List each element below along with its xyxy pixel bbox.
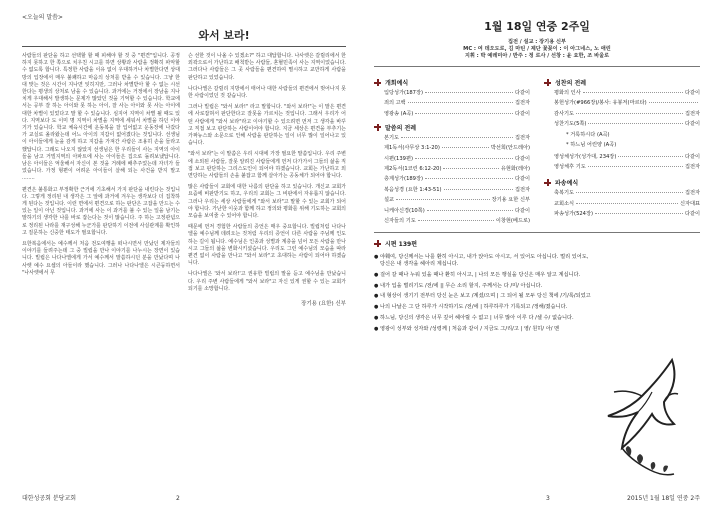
order-row: 설교 장기용 요한 신부 — [384, 197, 530, 204]
cross-icon — [374, 79, 381, 86]
order-row: 축복기도 집전자 — [554, 190, 700, 197]
order-row: 감사기도 집전자 — [554, 110, 700, 117]
psalm-verse: ● 야훼여, 당신께서는 나를 환히 아시고, 내가 앉아도 아시고, 서 있어도 아십니다. 멀리 있어도, 당신은 내 생각을 헤아리 계십니다. — [374, 254, 595, 268]
footer-page-number: 2 — [176, 495, 180, 502]
dove-icon — [594, 352, 692, 482]
order-row: 영성체후 기도 집전자 — [554, 164, 700, 171]
meta-line: 지휘 : 박 예레미아 / 반주 : 정 로사 / 선창 : 윤 요한, 조 바울로 — [464, 53, 610, 59]
sermon-paragraph: 많은 사람들이 교회에 대한 나름의 판단을 하고 있습니다. 개신교 교회가 요즘에 비판받기도 하고, 우리의 교회는 그 비판에서 자유롭지 않습니다. 그러나 우리는 세상 사람들에게 "와서 보라"고 말할 수 있는 교회가 되어야 합니다. 가난한 이웃과 함께 하고 정의와 평화를 위해 기도하는 교회의 모습을 보여줄 수 있어야 합니다. — [188, 184, 346, 220]
order-column-right — [544, 75, 700, 228]
order-subitem: * 하느님 어린양 (A곡) — [566, 141, 617, 148]
order-row: 평화의 인사 다같이 — [554, 90, 700, 96]
title-rule — [22, 46, 346, 47]
cross-icon — [544, 79, 551, 86]
order-row: 시편(139편) 다같이 — [384, 155, 530, 162]
sermon-paragraph: 그러나 빌립은 "와서 보라!" 라고 말합니다. "와서 보라!"는 이 말은 편견에 사로잡혀서 판단한다고 잘못을 가르치는 것입니다. 그래서 우리가 어떤 사람에게 "와서 보라"라고 이야기할 수 있으려면 먼저 그 생각을 바꾸고 직접 보고 판단하는 사람이어야 합니다. 지금 세상은 편견을 부추기는 가짜뉴스와 소문으로 인해 사람을 판단하는 일이 너무 많이 일어나고 있습니다. — [188, 104, 346, 147]
order-row: 입당성가(187장) 다같이 — [384, 90, 530, 96]
section-opening — [374, 78, 530, 87]
sermon-title: 와서 보라! — [198, 29, 250, 42]
service-meta — [374, 39, 700, 60]
psalm-rule — [374, 232, 700, 233]
service-title: 1월 18일 연중 2주일 — [484, 20, 590, 33]
sermon-paragraph: 사람들의 판단을 하고 선택할 할 때 피해야 할 것 중 "편견"입니다. 공정하지 못하고 한 쪽으로 치우친 시고를 하면 상황과 사람을 정확히 파악할 수 없도록 합니다. 특정한 사람을 이유 없이 우대하거나 차별한다면 상대방의 입장에서 매우 불쾌하고 마음의 상처를 받을 수 있습니다. 그냥 한 대 맞는 것은 시간이 지나면 잊히지만, 그러나 차별받아 할 수 없는 시선 한다는 평생의 상처로 남을 수 있습니다. 과거에는 거정에서 장남을 지나치게 우대해서 발생하는 문제가 많았던 것을 기억할 수 있습니다. 학교에서는 공부 잘 하는 아이와 못 하는 아이, 잘 사는 아이와 못 사는 아이에 대한 차별이 있었다고 말 할 수 있습니다. 심지어 지역이 차별 될 때도 있다. 지역보다 도 이미 명 지역이 차별을 지역에 세워서 차별을 하던 이야기가 있습니다. 학교 체육시간에 운동복을 잘 입어없고 운동장에 나갔다가 교실로 올라왔는데 어느 아이의 지갑이 없어졌다는 것입니다. 선생님이 아이들에게 눈을 감게 하고 지갑을 가져간 사람은 조용히 손을 들라고 했답니다. 그래도 나오지 않았지 선생님은 한 우리들이 사는 지역의 아이들을 남고 거빌지역의 아파트에 사는 아이들은 집으로 돌려보냈답니다. 남은 아이들은 억울해서 자신이 본 것을 거례에 배추주었는데 자녀가 들었습니다. 가정 형편이 어려운 아이들이 살해 되는 사건을 받지 말고 ........ — [22, 53, 180, 182]
psalm-text — [374, 254, 700, 332]
psalm-heading — [374, 239, 700, 248]
footer-page-number: 3 — [546, 495, 550, 502]
sermon-paragraph: 슨 선한 것이 나올 수 있겠소?" 하고 대답합니다. 나사렛은 갈릴리에서 한 외곽으로서 가난하고 배척받는 사람들, 혼혈민족이 사는 지역이었습니다. 그러다나 사람들은 그 곳 사람들을 편견하여 멸시하고 교만하게 사람을 판단하고 있었습니다. — [188, 53, 346, 81]
section-word — [374, 123, 530, 132]
sermon-paragraph: 때문에 먼저 경험한 사람들의 증언은 매우 중요합니다. 빌립처럼 나다나엘을 예수님께 데려오는 것처럼 우리의 증언이 다른 사람을 주님께 인도하는 길이 됩니다. 예수님은 인종과 성별과 계층을 넘어 모든 사람을 만나시고 그들의 삶을 변화시키셨습니다. 우리도 그런 예수님의 모습을 따라 편견 없이 사람을 만나고 "와서 보라"고 초대하는 사람이 되어야 하겠습니다. — [188, 224, 346, 267]
footer-date: 2015년 1월 18일 연중 2주 — [627, 495, 700, 502]
psalm-verse: ● 내가 입을 벌리기도 /전/에 || 무슨 소리 할지, 주께서는 다 /미/ 아십니다. — [374, 283, 595, 290]
psalm-verse: ● 영광이 성부와 성자와 /성령께 | 처음과 같이 / 지금도 그/리/고 | 영/ 원히/ 아/ 멘 — [374, 326, 595, 333]
order-row: 성찬기도(5쪽) 다같이 — [554, 121, 700, 128]
order-column-left — [374, 75, 530, 228]
order-row: 죄의 고백 집전자 — [384, 100, 530, 107]
psalm-verse: ● 걸어 갈 때나 누워 있을 때나 환히 아시고, | 나의 모든 행실을 당신은 매우 알고 계십니다. — [374, 272, 595, 279]
psalm-verse: ● 내 형상이 생기기 전부터 당신 눈은 보고 /계셨/으며 | 그 되어 될 모두 당신 책에 /기/록/되었고 — [374, 293, 595, 300]
meta-rule — [374, 66, 700, 67]
cross-icon — [374, 124, 381, 131]
order-of-service — [374, 75, 700, 228]
order-row: 층계성가(189장) 다같이 — [384, 176, 530, 183]
psalm-verse: ● 하느님, 당신의 생각은 너무 깊어 헤아릴 수 없고 | 너무 많아 이루 다 /셀 수/ 없습니다. — [374, 315, 595, 322]
order-row: 영광송 (A곡) 다같이 — [384, 110, 530, 117]
sermon-paragraph: 나다나엘은 '와서 보라!'고 권유한 빌립의 말을 듣고 예수님을 만났습니다. 우리 주변 사람들에게 "와서 보라"고 자신 있게 권할 수 있는 교회가 되기를 소망합니다. — [188, 271, 346, 292]
sermon-columns — [22, 53, 346, 308]
footer-church-name: 대한성공회 분당교회 — [22, 495, 77, 502]
psalm-title: 시편 139편 — [385, 241, 418, 249]
section-title: 말씀의 전례 — [385, 124, 417, 132]
cross-icon — [544, 179, 551, 186]
order-row: 본기도 집전자 — [384, 134, 530, 141]
sermon-column-1 — [22, 53, 180, 308]
section-eucharist — [544, 78, 700, 87]
sermon-paragraph: 요한복음에서는 예수께서 처음 전도여행을 떠나시면서 만났던 제자들의 이야기를 들려주는데 그 중 빌립을 만나 이야기를 나누시는 장면이 있습니다. 빌립은 나다나엘에게 가서 예수께서 말씀하시던 분을 만났다며 나사렛 예수 요셉의 아들이라 했습니다. 그러나 나다나엘은 시큰둥하면서 "나사렛에서 무 — [22, 241, 180, 276]
sermon-paragraph: 편견은 불통화고 부정확한 근거에 기초해서 가지 판단을 내린다는 것입니다. 그렇게 정리된 내 생각은 그 앞에 과거에 겨우는 생각보다 더 집착하게 된다는 것입니다. 이런 면에서 편견으로 하는 판단은 고잡을 만드는 수 있는 일이 아닌 것입니다. 과거에 사는 이 과거를 불 수 있는 일을 남기는 말하기의 생각한 나를 바로 잡는다는 것이 많습니다. 주 하는 고정관념으로 정리된 나라를 재구성해 누군가를 판단하기 이전에 사실관계를 확인하고 질문하는 신중한 태도가 필요합니다. — [22, 186, 180, 236]
section-dismissal — [544, 178, 700, 187]
sermon-column-2 — [188, 53, 346, 308]
meta-line: 집전 / 설교 : 장기용 신부 — [507, 39, 567, 45]
right-page — [360, 0, 720, 508]
sermon-author: 장기용 (요한) 신부 — [301, 301, 346, 308]
order-row: 복음성경 (요한 1:43-51) 집전자 — [384, 186, 530, 193]
meta-line: MC : 여 데오도로, 김 마틴 / 제단 꽃꽂이 : 이 아그네스, 노 애린 — [463, 46, 611, 52]
order-row: 영성체성가(성가대, 234장) 다같이 — [554, 153, 700, 160]
sermon-paragraph: 나다나엘은 갈릴리 지방에서 태어나 대한 사람들의 편견에서 벗어나지 못한 사람이었던 것 같습니다. — [188, 85, 346, 100]
order-row: 파송성가(524장) 다같이 — [554, 211, 700, 218]
cross-icon — [374, 240, 381, 247]
order-row: 제1독서(사무상 3:1-20) 박선희(안드레아) — [384, 145, 530, 152]
psalm-verse: ● 나의 나날은 그 단 하루가 시작하기도 /전/에 | 하루하루가 기록되고 /정해/졌습니다. — [374, 304, 595, 311]
order-subitem: * 거룩하시다 (A곡) — [566, 131, 610, 138]
order-row: 봉헌성가(#966장)/봉사: 유봉저(마르타) — [554, 100, 700, 106]
order-row: 신자들의 기도 이창현(베드로) — [384, 217, 530, 224]
section-tag: <오늘의 말씀> — [22, 14, 63, 21]
section-title: 파송예식 — [555, 180, 579, 188]
sermon-paragraph: "와서 보라"는 이 말씀은 우리 시대에 가장 필요한 말씀입니다. 우리 주변에 소외된 사람들, 잘못 알려진 사람들에게 먼저 다가가서 그들의 삶을 직접 보고 판단하는 그리스도인이 되어야 하겠습니다. 교회는 가난하고 외면당하는 사람들의 손을 붙잡고 함께 살아가는 공동체가 되어야 합니다. — [188, 151, 346, 180]
order-row: 니케아신경(10쪽) 다같이 — [384, 207, 530, 214]
section-title: 개회예식 — [385, 80, 409, 87]
order-row: 제2독서(1코린 6:12-20) 유현화(레아) — [384, 165, 530, 172]
section-title: 성찬의 전례 — [555, 80, 587, 87]
order-row: 교회소식 신자대표 — [554, 200, 700, 207]
